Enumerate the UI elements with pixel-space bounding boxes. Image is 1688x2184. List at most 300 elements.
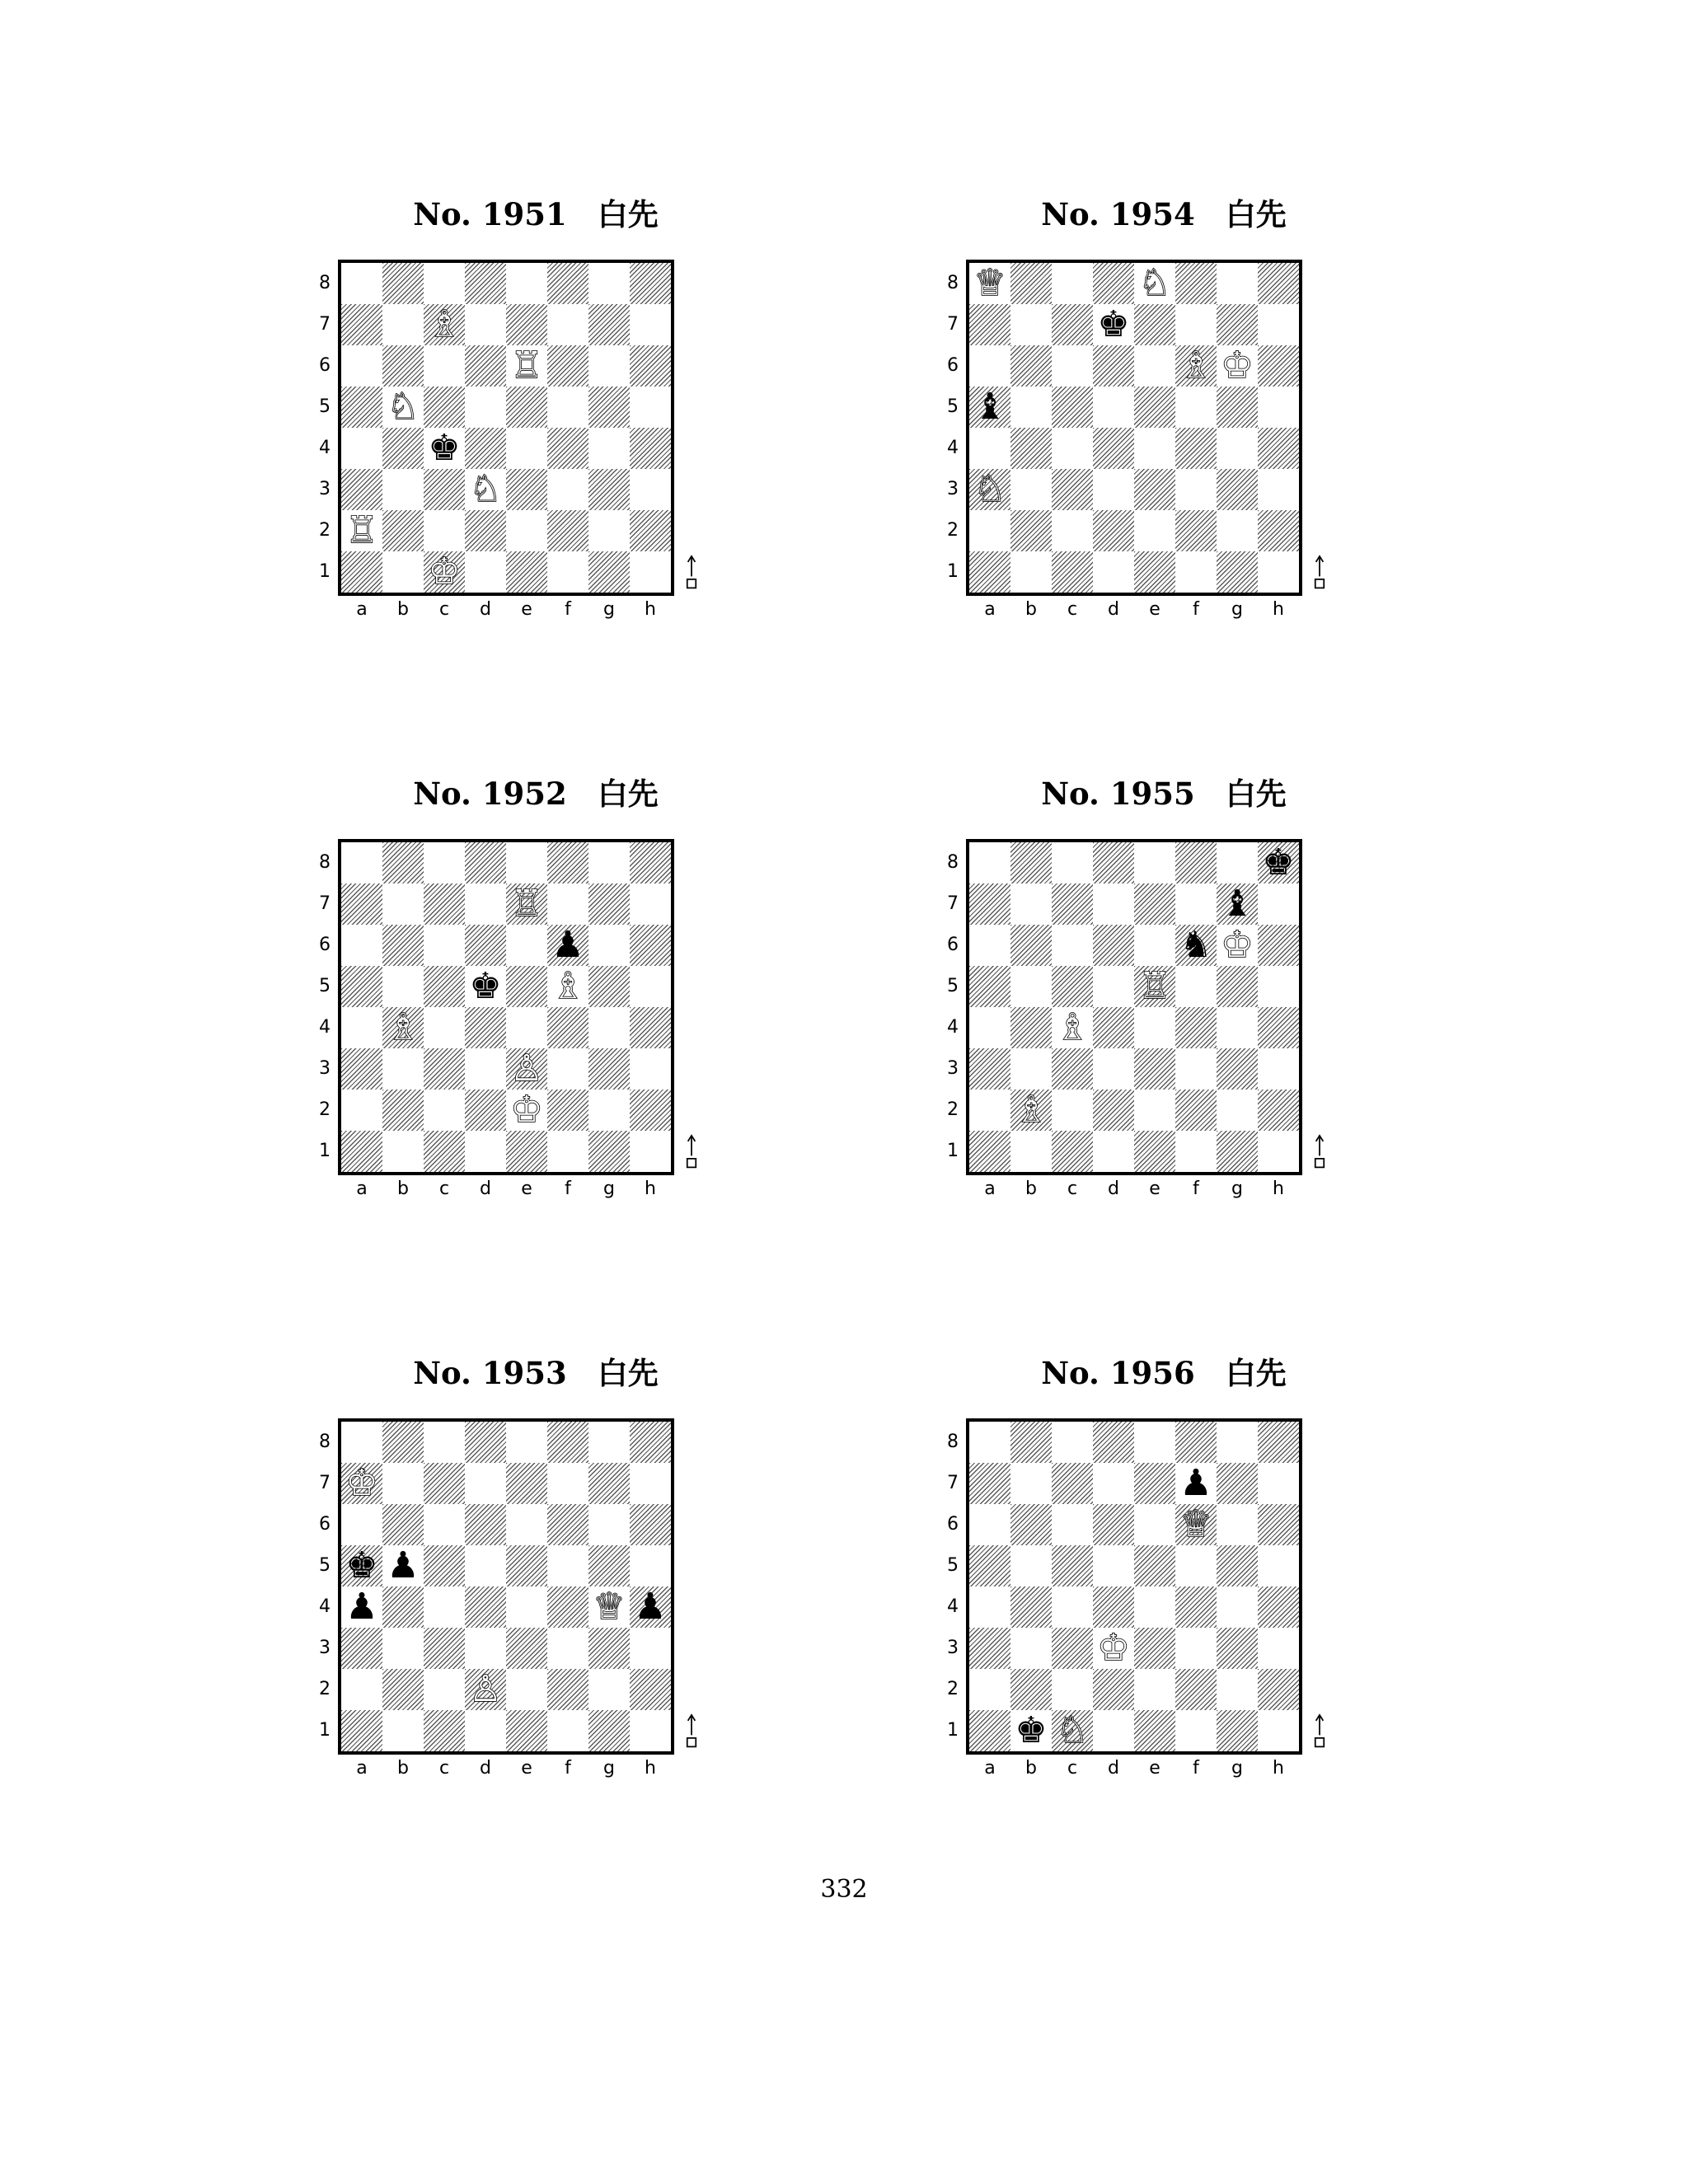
- square-a2: [969, 1090, 1010, 1131]
- square-a6: [969, 1504, 1010, 1545]
- rank-label: 2: [319, 520, 331, 541]
- rank-label: 1: [319, 1141, 331, 1161]
- square-d2: [465, 510, 506, 551]
- rank-label: 3: [319, 479, 331, 499]
- square-b7: [382, 1463, 424, 1504]
- square-d6: [1093, 1504, 1134, 1545]
- square-h7: [1258, 1463, 1299, 1504]
- square-h4: [1258, 1007, 1299, 1048]
- square-h6: [1258, 1504, 1299, 1545]
- square-g8: [1217, 842, 1258, 883]
- file-label: c: [438, 599, 450, 620]
- square-d8: [465, 1422, 506, 1463]
- square-b2: [1010, 1669, 1052, 1710]
- puzzle-1956: [947, 1352, 1428, 1814]
- white-knight-icon: ♘: [469, 468, 502, 510]
- square-b8: [382, 1422, 424, 1463]
- black-pawn-icon: ♟: [634, 1586, 667, 1628]
- black-king-icon: ♚: [469, 965, 502, 1007]
- square-g8: [588, 263, 630, 304]
- square-e7: [506, 1463, 547, 1504]
- file-label: g: [1231, 1179, 1243, 1199]
- square-a5: [341, 966, 382, 1007]
- white-knight-icon: ♘: [1056, 1709, 1089, 1751]
- white-queen-icon: ♕: [1179, 1503, 1212, 1545]
- black-king-icon: ♚: [1097, 303, 1130, 345]
- rank-label: 7: [319, 1473, 331, 1493]
- square-a1: [341, 551, 382, 593]
- square-g3: [1217, 469, 1258, 510]
- file-label: a: [984, 599, 996, 620]
- square-c3: [424, 1048, 465, 1090]
- rank-label: 4: [947, 1596, 959, 1617]
- square-c3: [424, 1628, 465, 1669]
- rank-label: 7: [319, 893, 331, 914]
- file-label: h: [645, 1758, 656, 1779]
- square-b5: [1010, 387, 1052, 428]
- file-label: d: [480, 1758, 491, 1779]
- square-b1: [1010, 1131, 1052, 1172]
- square-d5: [1093, 1545, 1134, 1586]
- square-d8: [465, 842, 506, 883]
- square-c8: [424, 1422, 465, 1463]
- square-e2: [1134, 1669, 1175, 1710]
- rank-label: 1: [319, 1720, 331, 1741]
- file-label: c: [1067, 599, 1078, 620]
- square-c1: [424, 1710, 465, 1751]
- rank-label: 5: [947, 976, 959, 996]
- rank-label: 5: [319, 976, 331, 996]
- square-f3: [547, 1628, 588, 1669]
- puzzle-title: No. 1952 白先: [413, 776, 659, 812]
- white-knight-icon: ♘: [1138, 262, 1171, 304]
- square-g5: [1217, 1545, 1258, 1586]
- square-b2: [382, 510, 424, 551]
- white-king-icon: ♔: [1221, 344, 1254, 387]
- square-f8: [1175, 842, 1217, 883]
- square-c5: [424, 966, 465, 1007]
- square-f5: [1175, 966, 1217, 1007]
- square-f2: [1175, 1090, 1217, 1131]
- white-king-icon: ♔: [510, 1089, 543, 1131]
- square-g7: [588, 883, 630, 925]
- square-e6: [506, 1504, 547, 1545]
- square-e8: [506, 263, 547, 304]
- puzzle-1955: [947, 773, 1428, 1235]
- square-h2: [1258, 1090, 1299, 1131]
- square-d8: [465, 263, 506, 304]
- square-e2: [1134, 1090, 1175, 1131]
- square-e4: [506, 428, 547, 469]
- square-g7: [588, 304, 630, 345]
- rank-label: 1: [947, 1141, 959, 1161]
- square-b6: [1010, 1504, 1052, 1545]
- square-d5: [465, 1545, 506, 1586]
- square-e6: [506, 925, 547, 966]
- puzzle-title: No. 1951 白先: [413, 196, 659, 232]
- square-d6: [465, 1504, 506, 1545]
- rank-label: 8: [319, 1432, 331, 1452]
- square-a4: [969, 1586, 1010, 1628]
- square-h7: [630, 304, 671, 345]
- square-h6: [630, 345, 671, 387]
- rank-label: 3: [319, 1638, 331, 1658]
- square-g6: [588, 1504, 630, 1545]
- chess-board: [966, 260, 1302, 596]
- file-label: e: [1149, 1179, 1160, 1199]
- square-c7: [1052, 304, 1093, 345]
- white-king-icon: ♔: [428, 551, 461, 593]
- square-g2: [588, 510, 630, 551]
- square-c3: [1052, 469, 1093, 510]
- white-bishop-icon: ♗: [1056, 1006, 1089, 1048]
- square-a5: [969, 966, 1010, 1007]
- square-b1: [382, 1131, 424, 1172]
- square-a2: [341, 1090, 382, 1131]
- square-h2: [630, 510, 671, 551]
- square-b6: [382, 345, 424, 387]
- white-to-move-icon: [686, 1132, 697, 1172]
- square-h1: [630, 551, 671, 593]
- square-b8: [1010, 263, 1052, 304]
- square-f7: [547, 304, 588, 345]
- square-d1: [1093, 551, 1134, 593]
- square-b3: [382, 1048, 424, 1090]
- square-b2: [382, 1669, 424, 1710]
- white-rook-icon: ♖: [345, 509, 378, 551]
- black-bishop-icon: ♝: [973, 386, 1006, 428]
- chess-board: [338, 260, 674, 596]
- rank-label: 6: [947, 935, 959, 955]
- square-a1: [969, 551, 1010, 593]
- square-g7: [1217, 304, 1258, 345]
- square-h5: [1258, 387, 1299, 428]
- square-h4: [1258, 428, 1299, 469]
- square-g8: [1217, 263, 1258, 304]
- rank-label: 6: [947, 1514, 959, 1535]
- square-g5: [588, 387, 630, 428]
- puzzle-1954: [947, 194, 1428, 655]
- square-a2: [341, 1669, 382, 1710]
- square-g3: [588, 1048, 630, 1090]
- square-d6: [465, 345, 506, 387]
- rank-label: 5: [319, 396, 331, 417]
- square-b7: [1010, 883, 1052, 925]
- square-g2: [588, 1090, 630, 1131]
- rank-label: 7: [947, 314, 959, 335]
- square-b3: [1010, 469, 1052, 510]
- square-f1: [547, 1710, 588, 1751]
- square-e4: [506, 1007, 547, 1048]
- square-g1: [1217, 1710, 1258, 1751]
- square-d6: [465, 925, 506, 966]
- file-label: e: [521, 1179, 532, 1199]
- square-c1: [1052, 1131, 1093, 1172]
- rank-label: 4: [319, 438, 331, 458]
- file-label: c: [1067, 1758, 1078, 1779]
- rank-label: 3: [319, 1058, 331, 1079]
- square-g2: [1217, 1090, 1258, 1131]
- square-f4: [1175, 428, 1217, 469]
- square-g8: [588, 842, 630, 883]
- square-h7: [1258, 883, 1299, 925]
- file-label: f: [1193, 1179, 1199, 1199]
- square-h7: [1258, 304, 1299, 345]
- file-label: h: [1273, 1179, 1284, 1199]
- square-c5: [1052, 966, 1093, 1007]
- square-g8: [588, 1422, 630, 1463]
- square-e2: [1134, 510, 1175, 551]
- rank-label: 6: [319, 355, 331, 376]
- white-king-icon: ♔: [1221, 924, 1254, 966]
- square-f8: [547, 263, 588, 304]
- square-g7: [1217, 1463, 1258, 1504]
- white-bishop-icon: ♗: [387, 1006, 420, 1048]
- rank-label: 4: [947, 1017, 959, 1038]
- rank-label: 1: [319, 561, 331, 582]
- file-label: f: [1193, 1758, 1199, 1779]
- square-b1: [382, 1710, 424, 1751]
- square-d5: [1093, 966, 1134, 1007]
- rank-label: 8: [947, 1432, 959, 1452]
- square-h6: [1258, 925, 1299, 966]
- square-f4: [1175, 1007, 1217, 1048]
- square-e5: [1134, 387, 1175, 428]
- square-h1: [630, 1131, 671, 1172]
- square-c1: [1052, 551, 1093, 593]
- file-label: d: [480, 1179, 491, 1199]
- square-c6: [1052, 1504, 1093, 1545]
- square-d4: [465, 1007, 506, 1048]
- square-c3: [1052, 1628, 1093, 1669]
- square-b7: [382, 304, 424, 345]
- white-to-move-icon: [1314, 1132, 1325, 1172]
- square-g4: [588, 428, 630, 469]
- square-b8: [1010, 842, 1052, 883]
- black-knight-icon: ♞: [1179, 924, 1212, 966]
- square-a6: [969, 925, 1010, 966]
- square-a2: [969, 1669, 1010, 1710]
- square-d5: [465, 387, 506, 428]
- square-c6: [1052, 345, 1093, 387]
- file-label: g: [1231, 599, 1243, 620]
- square-g5: [1217, 966, 1258, 1007]
- square-e4: [1134, 1586, 1175, 1628]
- puzzle-title: No. 1953 白先: [413, 1355, 659, 1391]
- file-label: f: [565, 599, 571, 620]
- square-e4: [1134, 428, 1175, 469]
- square-a1: [969, 1710, 1010, 1751]
- square-a3: [341, 1628, 382, 1669]
- square-a7: [969, 883, 1010, 925]
- square-h8: [630, 842, 671, 883]
- square-h2: [630, 1669, 671, 1710]
- rank-label: 8: [319, 273, 331, 293]
- square-c7: [1052, 883, 1093, 925]
- square-c8: [424, 263, 465, 304]
- square-e3: [1134, 1048, 1175, 1090]
- square-f1: [547, 551, 588, 593]
- chess-board: [338, 1418, 674, 1755]
- white-knight-icon: ♘: [387, 386, 420, 428]
- square-a6: [341, 345, 382, 387]
- white-bishop-icon: ♗: [1179, 344, 1212, 387]
- square-a7: [341, 883, 382, 925]
- square-a2: [969, 510, 1010, 551]
- square-b2: [382, 1090, 424, 1131]
- square-b7: [382, 883, 424, 925]
- square-e1: [1134, 551, 1175, 593]
- square-b2: [1010, 510, 1052, 551]
- square-b6: [1010, 345, 1052, 387]
- square-h8: [630, 263, 671, 304]
- file-label: c: [438, 1758, 450, 1779]
- square-d2: [1093, 510, 1134, 551]
- square-h3: [1258, 1628, 1299, 1669]
- square-h8: [1258, 1422, 1299, 1463]
- file-label: a: [356, 1758, 368, 1779]
- square-g4: [588, 1007, 630, 1048]
- white-knight-icon: ♘: [973, 468, 1006, 510]
- square-c2: [424, 1669, 465, 1710]
- square-c3: [1052, 1048, 1093, 1090]
- square-f8: [547, 842, 588, 883]
- rank-label: 2: [947, 1679, 959, 1699]
- square-g4: [1217, 1586, 1258, 1628]
- white-to-move-icon: [1314, 1712, 1325, 1751]
- square-a8: [969, 1422, 1010, 1463]
- square-c8: [1052, 263, 1093, 304]
- rank-label: 1: [947, 1720, 959, 1741]
- square-a7: [341, 304, 382, 345]
- square-d5: [1093, 387, 1134, 428]
- square-d7: [1093, 1463, 1134, 1504]
- file-label: b: [1025, 1179, 1037, 1199]
- square-e1: [506, 551, 547, 593]
- square-a4: [341, 428, 382, 469]
- file-label: e: [1149, 599, 1160, 620]
- rank-label: 1: [947, 561, 959, 582]
- square-b8: [382, 263, 424, 304]
- file-label: d: [1108, 1179, 1119, 1199]
- square-d2: [1093, 1669, 1134, 1710]
- square-f7: [1175, 883, 1217, 925]
- puzzle-title: No. 1955 白先: [1041, 776, 1287, 812]
- square-e2: [506, 1669, 547, 1710]
- file-label: f: [565, 1179, 571, 1199]
- file-label: h: [1273, 599, 1284, 620]
- square-g6: [588, 345, 630, 387]
- rank-label: 4: [319, 1017, 331, 1038]
- square-h1: [1258, 1131, 1299, 1172]
- square-e3: [1134, 469, 1175, 510]
- file-label: e: [521, 1758, 532, 1779]
- rank-label: 7: [947, 1473, 959, 1493]
- black-king-icon: ♚: [1015, 1709, 1048, 1751]
- black-pawn-icon: ♟: [551, 924, 584, 966]
- square-e5: [1134, 1545, 1175, 1586]
- black-bishop-icon: ♝: [1221, 883, 1254, 925]
- square-a1: [341, 1710, 382, 1751]
- square-g4: [1217, 1007, 1258, 1048]
- square-c5: [424, 1545, 465, 1586]
- square-e7: [1134, 883, 1175, 925]
- square-d7: [465, 304, 506, 345]
- square-e3: [506, 469, 547, 510]
- square-g2: [1217, 510, 1258, 551]
- file-label: g: [1231, 1758, 1243, 1779]
- square-b5: [1010, 1545, 1052, 1586]
- square-g8: [1217, 1422, 1258, 1463]
- square-d3: [465, 1628, 506, 1669]
- square-b3: [382, 1628, 424, 1669]
- square-c8: [1052, 842, 1093, 883]
- rank-label: 6: [319, 935, 331, 955]
- square-e8: [506, 842, 547, 883]
- square-f3: [1175, 1628, 1217, 1669]
- square-f2: [1175, 510, 1217, 551]
- chess-board: [966, 839, 1302, 1175]
- square-d2: [1093, 1090, 1134, 1131]
- file-label: c: [1067, 1179, 1078, 1199]
- rank-label: 6: [319, 1514, 331, 1535]
- square-f2: [547, 1090, 588, 1131]
- rank-label: 2: [947, 1099, 959, 1120]
- square-e5: [506, 966, 547, 1007]
- square-h4: [630, 1007, 671, 1048]
- white-pawn-icon: ♙: [469, 1668, 502, 1710]
- square-d4: [1093, 428, 1134, 469]
- white-bishop-icon: ♗: [428, 303, 461, 345]
- square-c2: [1052, 510, 1093, 551]
- file-label: c: [438, 1179, 450, 1199]
- chess-board: [966, 1418, 1302, 1755]
- square-f1: [1175, 1131, 1217, 1172]
- square-h5: [1258, 1545, 1299, 1586]
- file-label: a: [356, 599, 368, 620]
- square-a8: [341, 842, 382, 883]
- square-d4: [1093, 1007, 1134, 1048]
- square-c6: [1052, 925, 1093, 966]
- square-h6: [630, 925, 671, 966]
- square-h2: [1258, 510, 1299, 551]
- white-queen-icon: ♕: [973, 262, 1006, 304]
- square-g1: [588, 551, 630, 593]
- white-to-move-icon: [686, 1712, 697, 1751]
- square-f1: [1175, 1710, 1217, 1751]
- square-d2: [465, 1090, 506, 1131]
- white-rook-icon: ♖: [1138, 965, 1171, 1007]
- square-h4: [630, 428, 671, 469]
- square-f8: [1175, 1422, 1217, 1463]
- square-a1: [969, 1131, 1010, 1172]
- file-label: f: [565, 1758, 571, 1779]
- square-d1: [1093, 1131, 1134, 1172]
- square-e8: [1134, 842, 1175, 883]
- square-f6: [547, 1504, 588, 1545]
- black-king-icon: ♚: [1262, 841, 1295, 883]
- rank-label: 2: [947, 520, 959, 541]
- puzzle-1953: [319, 1352, 799, 1814]
- square-b3: [1010, 1628, 1052, 1669]
- file-label: a: [356, 1179, 368, 1199]
- square-b3: [1010, 1048, 1052, 1090]
- square-f5: [1175, 1545, 1217, 1586]
- square-b8: [1010, 1422, 1052, 1463]
- square-d4: [1093, 1586, 1134, 1628]
- square-c2: [1052, 1090, 1093, 1131]
- square-f1: [1175, 551, 1217, 593]
